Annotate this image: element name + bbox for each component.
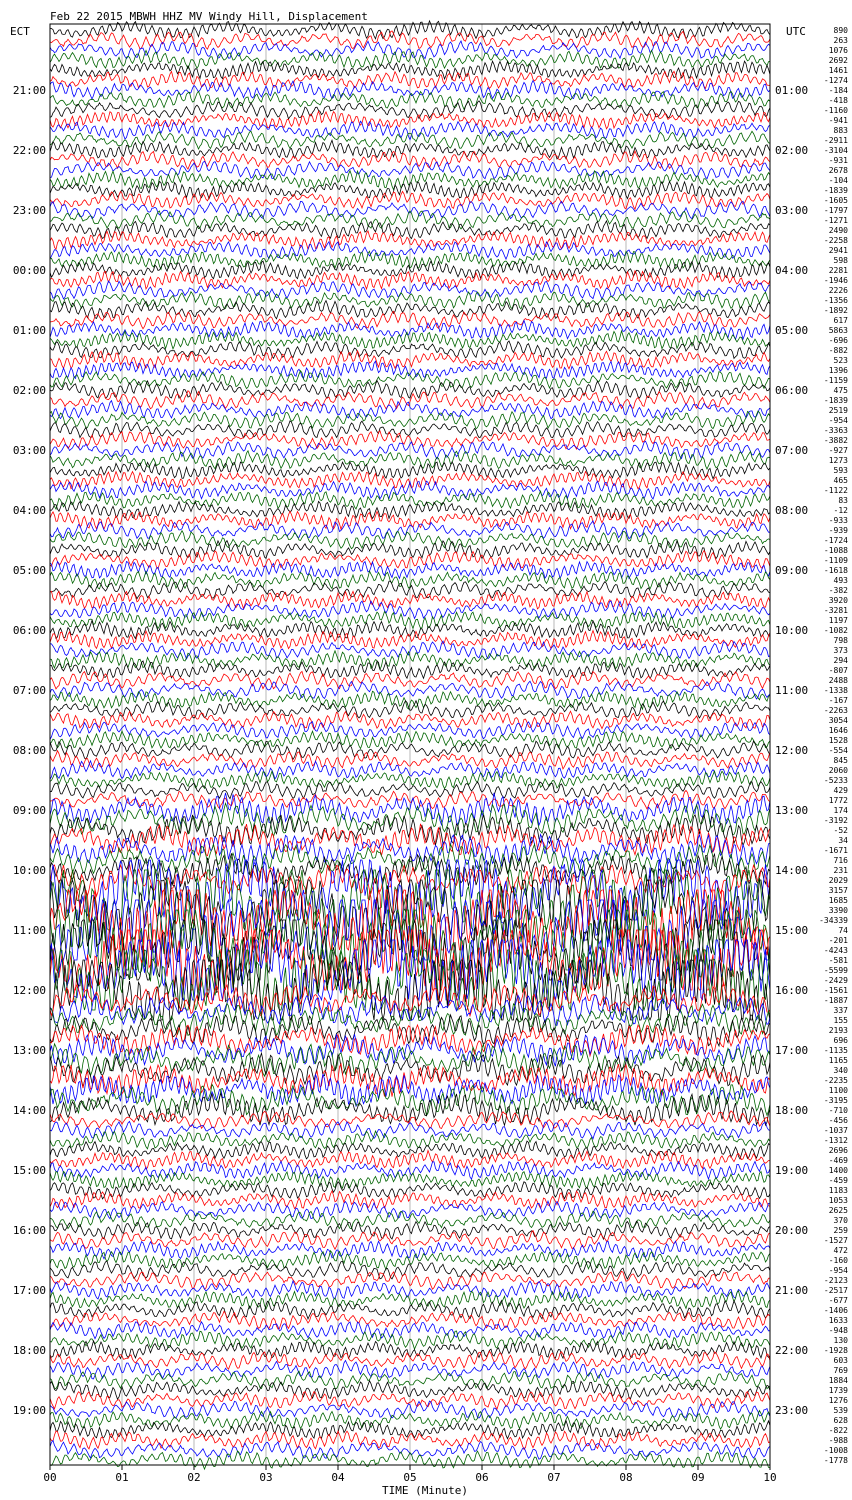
trace-offset-label: 2519 bbox=[828, 406, 848, 415]
trace-offset-label: -382 bbox=[828, 586, 848, 595]
x-tick-label: 05 bbox=[403, 1471, 417, 1484]
trace-offset-label: 2696 bbox=[828, 1146, 848, 1155]
right-hour-label: 15:00 bbox=[775, 924, 809, 937]
trace-offset-label: 845 bbox=[833, 756, 848, 765]
trace-offset-label: 1739 bbox=[828, 1386, 848, 1395]
x-tick-labels bbox=[43, 1465, 776, 1484]
chart-title: Feb 22 2015 MBWH HHZ MV Windy Hill, Displacement bbox=[50, 10, 368, 23]
right-hour-label: 18:00 bbox=[775, 1104, 809, 1117]
trace-offset-label: -927 bbox=[828, 446, 848, 455]
trace-offset-label: 769 bbox=[833, 1366, 848, 1375]
right-hour-label: 10:00 bbox=[775, 624, 809, 637]
trace-offset-label: -160 bbox=[828, 1256, 848, 1265]
trace-offset-label: 1528 bbox=[828, 736, 848, 745]
trace-offset-label: 337 bbox=[833, 1006, 848, 1015]
trace-offset-label: 3390 bbox=[828, 906, 848, 915]
right-hour-label: 05:00 bbox=[775, 324, 809, 337]
trace-offset-label: -3363 bbox=[823, 426, 848, 435]
left-hour-label: 00:00 bbox=[12, 264, 46, 277]
trace-offset-label: 155 bbox=[833, 1016, 848, 1025]
trace-offset-label: 130 bbox=[833, 1336, 848, 1345]
left-hour-label: 23:00 bbox=[12, 204, 46, 217]
trace-offset-label: -1406 bbox=[823, 1306, 848, 1315]
trace-offset-label: 340 bbox=[833, 1066, 848, 1075]
trace-offset-label: 1396 bbox=[828, 366, 848, 375]
right-hour-label: 12:00 bbox=[775, 744, 809, 757]
trace-offset-label: -1928 bbox=[823, 1346, 848, 1355]
trace-offset-label: 696 bbox=[833, 1036, 848, 1045]
trace-offset-label: -1356 bbox=[823, 296, 848, 305]
trace-offset-label: 475 bbox=[833, 386, 848, 395]
trace-offset-label: -1724 bbox=[823, 536, 848, 545]
trace-offset-label: 1183 bbox=[828, 1186, 848, 1195]
trace-offset-label: -1605 bbox=[823, 196, 848, 205]
right-hour-label: 02:00 bbox=[775, 144, 809, 157]
trace-offset-label: -3104 bbox=[823, 146, 848, 155]
left-hour-label: 10:00 bbox=[12, 864, 46, 877]
right-hour-label: 20:00 bbox=[775, 1224, 809, 1237]
left-hour-label: 08:00 bbox=[12, 744, 46, 757]
right-hour-labels bbox=[775, 84, 808, 1417]
trace-offset-label: -1082 bbox=[823, 626, 848, 635]
trace-offset-label: 34 bbox=[838, 836, 848, 845]
trace-offset-label: 465 bbox=[833, 476, 848, 485]
trace-offset-label: 603 bbox=[833, 1356, 848, 1365]
right-hour-label: 13:00 bbox=[775, 804, 809, 817]
trace-offset-labels bbox=[819, 26, 848, 1465]
x-tick-label: 04 bbox=[331, 1471, 345, 1484]
trace-offset-label: 231 bbox=[833, 866, 848, 875]
left-hour-label: 16:00 bbox=[12, 1224, 46, 1237]
right-hour-label: 03:00 bbox=[775, 204, 809, 217]
trace-offset-label: -581 bbox=[828, 956, 848, 965]
trace-offset-label: -822 bbox=[828, 1426, 848, 1435]
trace-offset-label: 174 bbox=[833, 806, 848, 815]
trace-offset-label: 2193 bbox=[828, 1026, 848, 1035]
trace-offset-label: 1076 bbox=[828, 46, 848, 55]
left-hour-label: 21:00 bbox=[12, 84, 46, 97]
trace-offset-label: 2678 bbox=[828, 166, 848, 175]
right-hour-label: 17:00 bbox=[775, 1044, 809, 1057]
trace-offset-label: -1008 bbox=[823, 1446, 848, 1455]
trace-offset-label: -1892 bbox=[823, 306, 848, 315]
trace-offset-label: -2911 bbox=[823, 136, 848, 145]
trace-offset-label: -1887 bbox=[823, 996, 848, 1005]
trace-offset-label: -1618 bbox=[823, 566, 848, 575]
trace-offset-label: 1197 bbox=[828, 616, 848, 625]
trace-offset-label: -696 bbox=[828, 336, 848, 345]
trace-offset-label: 890 bbox=[833, 26, 848, 35]
trace-offset-label: -677 bbox=[828, 1296, 848, 1305]
trace-offset-label: -1159 bbox=[823, 376, 848, 385]
left-hour-labels bbox=[13, 84, 46, 1417]
trace-offset-label: 83 bbox=[838, 496, 848, 505]
trace-offset-label: 294 bbox=[833, 656, 848, 665]
trace-offset-label: -184 bbox=[828, 86, 848, 95]
trace-offset-label: 1273 bbox=[828, 456, 848, 465]
trace-offset-label: -1135 bbox=[823, 1046, 848, 1055]
trace-offset-label: 628 bbox=[833, 1416, 848, 1425]
trace-offset-label: 593 bbox=[833, 466, 848, 475]
trace-offset-label: 1685 bbox=[828, 896, 848, 905]
trace-offset-label: 429 bbox=[833, 786, 848, 795]
trace-offset-label: -3281 bbox=[823, 606, 848, 615]
right-hour-label: 09:00 bbox=[775, 564, 809, 577]
trace-offset-label: -1778 bbox=[823, 1456, 848, 1465]
trace-offset-label: -3192 bbox=[823, 816, 848, 825]
trace-offset-label: -2263 bbox=[823, 706, 848, 715]
trace-offset-label: -456 bbox=[828, 1116, 848, 1125]
trace-offset-label: -1271 bbox=[823, 216, 848, 225]
right-hour-label: 06:00 bbox=[775, 384, 809, 397]
trace-offset-label: -1109 bbox=[823, 556, 848, 565]
left-hour-label: 18:00 bbox=[12, 1344, 46, 1357]
x-tick-label: 03 bbox=[259, 1471, 273, 1484]
trace-offset-label: -167 bbox=[828, 696, 848, 705]
trace-offset-label: -1671 bbox=[823, 846, 848, 855]
trace-offset-label: -939 bbox=[828, 526, 848, 535]
trace-offset-label: -954 bbox=[828, 416, 848, 425]
left-hour-label: 17:00 bbox=[12, 1284, 46, 1297]
right-hour-label: 08:00 bbox=[775, 504, 809, 517]
left-hour-label: 07:00 bbox=[12, 684, 46, 697]
trace-offset-label: -5599 bbox=[823, 966, 848, 975]
trace-offset-label: -1839 bbox=[823, 396, 848, 405]
right-hour-label: 23:00 bbox=[775, 1404, 809, 1417]
left-hour-label: 09:00 bbox=[12, 804, 46, 817]
left-hour-label: 04:00 bbox=[12, 504, 46, 517]
trace-offset-label: -882 bbox=[828, 346, 848, 355]
x-tick-label: 07 bbox=[547, 1471, 561, 1484]
trace-offset-label: 2692 bbox=[828, 56, 848, 65]
right-hour-label: 14:00 bbox=[775, 864, 809, 877]
trace-offset-label: 1461 bbox=[828, 66, 848, 75]
x-tick-label: 09 bbox=[691, 1471, 705, 1484]
trace-offset-label: 493 bbox=[833, 576, 848, 585]
trace-offset-label: -418 bbox=[828, 96, 848, 105]
trace-offset-label: -710 bbox=[828, 1106, 848, 1115]
trace-offset-label: -3882 bbox=[823, 436, 848, 445]
left-hour-label: 22:00 bbox=[12, 144, 46, 157]
trace-offset-label: 3920 bbox=[828, 596, 848, 605]
trace-offset-label: 2060 bbox=[828, 766, 848, 775]
right-axis-label: UTC bbox=[786, 25, 806, 38]
right-hour-label: 16:00 bbox=[775, 984, 809, 997]
trace-offset-label: -1797 bbox=[823, 206, 848, 215]
trace-offset-label: -1037 bbox=[823, 1126, 848, 1135]
trace-offset-label: -201 bbox=[828, 936, 848, 945]
left-hour-label: 05:00 bbox=[12, 564, 46, 577]
trace-offset-label: -807 bbox=[828, 666, 848, 675]
trace-offset-label: -1274 bbox=[823, 76, 848, 85]
left-hour-label: 12:00 bbox=[12, 984, 46, 997]
trace-offset-label: 598 bbox=[833, 256, 848, 265]
left-hour-label: 15:00 bbox=[12, 1164, 46, 1177]
left-hour-label: 03:00 bbox=[12, 444, 46, 457]
trace-offset-label: 472 bbox=[833, 1246, 848, 1255]
trace-offset-label: -1338 bbox=[823, 686, 848, 695]
trace-offset-label: 373 bbox=[833, 646, 848, 655]
trace-offset-label: 1884 bbox=[828, 1376, 848, 1385]
trace-offset-label: 716 bbox=[833, 856, 848, 865]
trace-offset-label: -52 bbox=[833, 826, 848, 835]
trace-offset-label: 1646 bbox=[828, 726, 848, 735]
trace-offset-label: -554 bbox=[828, 746, 848, 755]
trace-offset-label: -3195 bbox=[823, 1096, 848, 1105]
trace-offset-label: 1165 bbox=[828, 1056, 848, 1065]
trace-offset-label: -12 bbox=[833, 506, 848, 515]
trace-offset-label: -2123 bbox=[823, 1276, 848, 1285]
left-hour-label: 11:00 bbox=[12, 924, 46, 937]
trace-offset-label: 370 bbox=[833, 1216, 848, 1225]
trace-offset-label: 2281 bbox=[828, 266, 848, 275]
trace-offset-label: 523 bbox=[833, 356, 848, 365]
trace-offset-label: 539 bbox=[833, 1406, 848, 1415]
trace-offset-label: -2258 bbox=[823, 236, 848, 245]
right-hour-label: 01:00 bbox=[775, 84, 809, 97]
trace-offset-label: -2517 bbox=[823, 1286, 848, 1295]
trace-offset-label: -34339 bbox=[819, 916, 848, 925]
trace-offset-label: -1527 bbox=[823, 1236, 848, 1245]
left-hour-label: 02:00 bbox=[12, 384, 46, 397]
trace-offset-label: 2490 bbox=[828, 226, 848, 235]
trace-offset-label: -5233 bbox=[823, 776, 848, 785]
trace-offset-label: 1276 bbox=[828, 1396, 848, 1405]
trace-offset-label: 1772 bbox=[828, 796, 848, 805]
trace-offset-label: 798 bbox=[833, 636, 848, 645]
x-axis-label: TIME (Minute) bbox=[381, 1484, 469, 1497]
x-tick-label: 02 bbox=[187, 1471, 201, 1484]
trace-offset-label: 3157 bbox=[828, 886, 848, 895]
trace-offset-label: 74 bbox=[838, 926, 848, 935]
right-hour-label: 07:00 bbox=[775, 444, 809, 457]
trace-offset-label: -941 bbox=[828, 116, 848, 125]
right-hour-label: 19:00 bbox=[775, 1164, 809, 1177]
trace-offset-label: -948 bbox=[828, 1326, 848, 1335]
left-hour-label: 13:00 bbox=[12, 1044, 46, 1057]
trace-offset-label: 617 bbox=[833, 316, 848, 325]
trace-offset-label: -1839 bbox=[823, 186, 848, 195]
trace-offset-label: 2625 bbox=[828, 1206, 848, 1215]
trace-offset-label: 883 bbox=[833, 126, 848, 135]
trace-offset-label: 1400 bbox=[828, 1166, 848, 1175]
trace-offset-label: -1122 bbox=[823, 486, 848, 495]
trace-offset-label: -2235 bbox=[823, 1076, 848, 1085]
trace-offset-label: -104 bbox=[828, 176, 848, 185]
trace-offset-label: -1160 bbox=[823, 106, 848, 115]
x-tick-label: 08 bbox=[619, 1471, 633, 1484]
trace-offset-label: -4243 bbox=[823, 946, 848, 955]
trace-offset-label: -1561 bbox=[823, 986, 848, 995]
right-hour-label: 11:00 bbox=[775, 684, 809, 697]
trace-offset-label: -1312 bbox=[823, 1136, 848, 1145]
left-hour-label: 14:00 bbox=[12, 1104, 46, 1117]
trace-offset-label: -954 bbox=[828, 1266, 848, 1275]
x-tick-label: 10 bbox=[763, 1471, 777, 1484]
right-hour-label: 21:00 bbox=[775, 1284, 809, 1297]
trace-offset-label: -469 bbox=[828, 1156, 848, 1165]
left-hour-label: 01:00 bbox=[12, 324, 46, 337]
x-tick-label: 01 bbox=[115, 1471, 129, 1484]
trace-offset-label: -1088 bbox=[823, 546, 848, 555]
trace-offset-label: 2226 bbox=[828, 286, 848, 295]
trace-offset-label: -988 bbox=[828, 1436, 848, 1445]
trace-offset-label: 3054 bbox=[828, 716, 848, 725]
trace-offset-label: 259 bbox=[833, 1226, 848, 1235]
right-hour-label: 04:00 bbox=[775, 264, 809, 277]
right-hour-label: 22:00 bbox=[775, 1344, 809, 1357]
x-tick-label: 06 bbox=[475, 1471, 489, 1484]
trace-offset-label: 2029 bbox=[828, 876, 848, 885]
x-tick-label: 00 bbox=[43, 1471, 57, 1484]
trace-offset-label: 1633 bbox=[828, 1316, 848, 1325]
left-axis-label: ECT bbox=[10, 25, 30, 38]
left-hour-label: 06:00 bbox=[12, 624, 46, 637]
trace-offset-label: -931 bbox=[828, 156, 848, 165]
trace-offset-label: -459 bbox=[828, 1176, 848, 1185]
trace-offset-label: -1946 bbox=[823, 276, 848, 285]
trace-offset-label: 1100 bbox=[828, 1086, 848, 1095]
trace-offset-label: 5863 bbox=[828, 326, 848, 335]
left-hour-label: 19:00 bbox=[12, 1404, 46, 1417]
trace-offset-label: 1053 bbox=[828, 1196, 848, 1205]
trace-offset-label: -933 bbox=[828, 516, 848, 525]
trace-offset-label: 263 bbox=[833, 36, 848, 45]
trace-offset-label: -2429 bbox=[823, 976, 848, 985]
trace-offset-label: 2941 bbox=[828, 246, 848, 255]
trace-offset-label: 2488 bbox=[828, 676, 848, 685]
